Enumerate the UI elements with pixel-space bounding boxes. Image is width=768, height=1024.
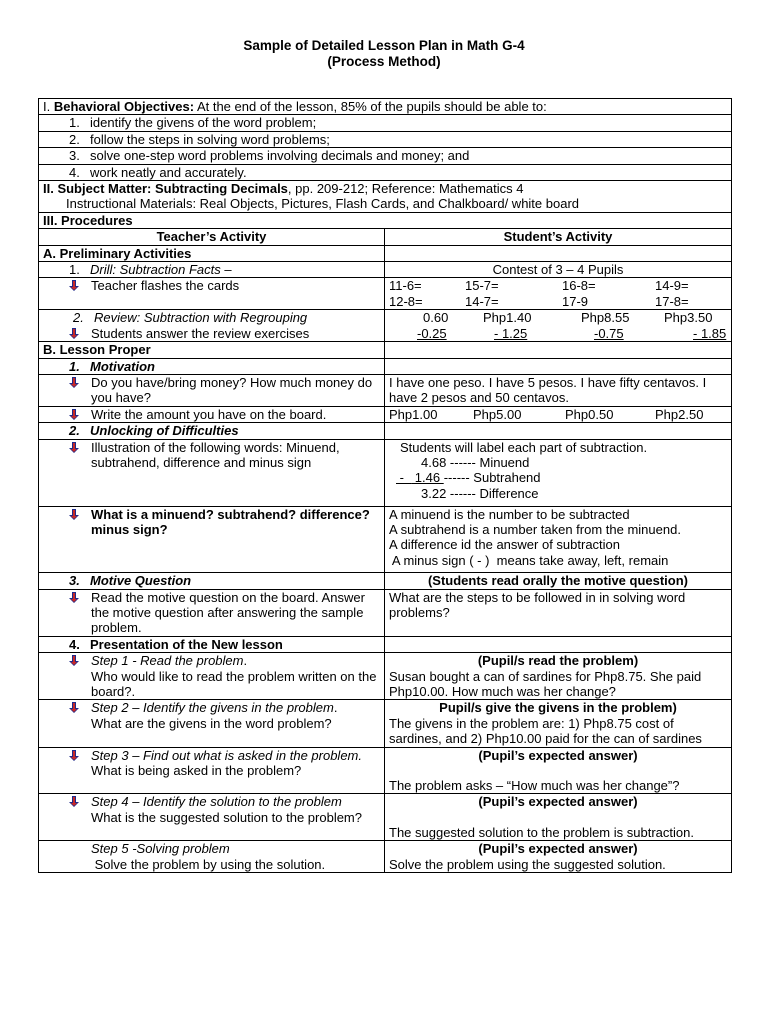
- objective-number: 2.: [69, 131, 80, 147]
- step1-student-header: (Pupil/s read the problem): [477, 653, 639, 669]
- difference-line: 3.22 ------ Difference: [421, 485, 539, 501]
- empty-cell: [385, 245, 732, 261]
- review-number: 2.: [73, 310, 84, 326]
- objective-item: [39, 164, 732, 180]
- step5-question: Solve the problem by using the solution.: [91, 856, 326, 872]
- review-row: [39, 310, 732, 342]
- review-value: - 1.25: [494, 325, 528, 341]
- step2-question: What are the givens in the word problem?: [91, 715, 332, 731]
- review-label: Review: Subtraction with Regrouping: [94, 310, 308, 326]
- objective-text: follow the steps in solving word problems;: [90, 131, 330, 147]
- flash-text: Teacher flashes the cards: [91, 278, 240, 294]
- step5-cell: [39, 841, 385, 873]
- empty-cell: [385, 358, 732, 374]
- review-value-wrap: [389, 326, 481, 341]
- step2-student-header: Pupil/s give the givens in the problem): [439, 700, 677, 716]
- document-title: Sample of Detailed Lesson Plan in Math G-4: [243, 38, 525, 53]
- review-top-row: [389, 310, 727, 325]
- review-value: 0.60: [423, 310, 449, 326]
- arrow-bullet-icon: [68, 655, 80, 667]
- write-amount-text: Write the amount you have on the board.: [91, 406, 327, 422]
- step5-title: Step 5 -Solving problem: [91, 841, 230, 857]
- objective-number: 1.: [69, 115, 80, 131]
- step3-question: What is being asked in the problem?: [91, 763, 302, 779]
- step4-row: [39, 794, 732, 841]
- definition: A minuend is the number to be subtracted: [389, 506, 630, 522]
- prelim-row: [39, 245, 732, 261]
- lesson-proper-row: [39, 342, 732, 358]
- fact: 11-6=: [389, 278, 422, 294]
- amounts-row: [389, 407, 727, 422]
- subject-label: II. Subject Matter:: [43, 181, 152, 197]
- motive-label: Motive Question: [90, 573, 192, 589]
- review-value-wrap: [481, 326, 594, 341]
- amounts-cell: [385, 406, 732, 422]
- subject-row: [39, 181, 732, 197]
- empty-cell: [385, 636, 732, 652]
- objective-text: solve one-step word problems involving decimals and money; and: [90, 148, 470, 164]
- step4-question: What is the suggested solution to the problem?: [91, 809, 362, 825]
- presentation-label: Presentation of the New lesson: [90, 636, 283, 652]
- step3-answer: The problem asks – “How much was her change”?: [389, 778, 680, 794]
- motive-task: Read the motive question on the board. Answer the motive question after answering the sample problem.: [91, 589, 365, 636]
- review-value: Php3.50: [664, 310, 713, 326]
- objectives-label: Behavioral Objectives:: [53, 99, 195, 114]
- review-value: Php1.40: [483, 310, 532, 326]
- definitions-question-cell: [39, 506, 385, 573]
- arrow-bullet-icon: [68, 509, 80, 521]
- definitions-row: [39, 506, 732, 573]
- arrow-bullet-icon: [68, 442, 80, 454]
- subject-matter: [39, 181, 732, 197]
- teacher-activity-header: Teacher’s Activity: [39, 229, 385, 245]
- step3-title: Step 3 – Find out what is asked in the problem: [91, 747, 359, 763]
- motivation-number: 1.: [69, 358, 80, 374]
- flash-row: [39, 278, 732, 310]
- arrow-bullet-icon: [68, 702, 80, 714]
- step4-student-header: (Pupil’s expected answer): [478, 794, 638, 810]
- money-question: Do you have/bring money? How much money do you have?: [91, 374, 373, 406]
- money-question-cell: [39, 374, 385, 406]
- amount: Php1.00: [389, 406, 438, 422]
- step5-student: [385, 841, 732, 873]
- arrow-bullet-icon: [68, 328, 80, 340]
- presentation-number: 4.: [69, 636, 80, 652]
- motive-question-row: [39, 573, 732, 589]
- illustration-cell: [39, 439, 385, 506]
- objective-item: [39, 148, 732, 164]
- minus-sign: -: [396, 470, 412, 486]
- label-parts-text: Students will label each part of subtraction.: [400, 439, 648, 455]
- review-value: - 1.85: [693, 325, 727, 341]
- definition: A minus sign ( - ) means take away, left, remain: [389, 552, 669, 568]
- objective-item: [39, 115, 732, 131]
- arrow-bullet-icon: [68, 280, 80, 292]
- step5-student-header: (Pupil’s expected answer): [478, 841, 638, 857]
- step3-row: [39, 747, 732, 794]
- fact: 16-8=: [562, 278, 596, 294]
- objectives-roman: I.: [43, 99, 51, 114]
- step1-title: Step 1 - Read the problem: [91, 653, 244, 669]
- illustration-row: [39, 439, 732, 506]
- step2-student: [385, 700, 732, 747]
- motivation-cell: [39, 358, 385, 374]
- objective-item-row: [39, 164, 732, 180]
- definition: A difference id the answer of subtraction: [389, 537, 621, 553]
- fact: 15-7=: [465, 278, 499, 294]
- subtrahend-label: ------ Subtrahend: [443, 470, 541, 486]
- objective-text: identify the givens of the word problem;: [90, 115, 317, 131]
- motive-question-cell: [39, 573, 385, 589]
- subtraction-parts: [385, 439, 732, 506]
- step4-student: [385, 794, 732, 841]
- motive-task-cell: [39, 589, 385, 636]
- arrow-bullet-icon: [68, 796, 80, 808]
- fact: 17-8=: [655, 293, 689, 309]
- materials-row: [39, 196, 732, 212]
- motive-task-row: [39, 589, 732, 636]
- step4-answer: The suggested solution to the problem is subtraction.: [389, 824, 694, 840]
- step1-cell: [39, 653, 385, 700]
- student-activity-header: Student’s Activity: [385, 229, 732, 245]
- minuend-line: 4.68 ------ Minuend: [421, 454, 530, 470]
- motivation-label: Motivation: [90, 358, 155, 374]
- objective-item-row: [39, 131, 732, 147]
- arrow-bullet-icon: [68, 409, 80, 421]
- definition: A subtrahend is a number taken from the minuend.: [389, 521, 681, 537]
- flash-cell: [39, 278, 385, 310]
- review-value-wrap: [680, 326, 726, 341]
- objective-item-row: [39, 115, 732, 131]
- facts-row: [389, 294, 727, 309]
- money-answer: I have one peso. I have 5 pesos. I have fifty centavos. I have 2 pesos and 50 centavos.: [385, 374, 732, 406]
- fact: 14-9=: [655, 278, 689, 294]
- review-bottom-row: [389, 326, 727, 341]
- definitions-answers: [385, 506, 732, 573]
- step3-student-header: (Pupil’s expected answer): [478, 747, 638, 763]
- step2-title: Step 2 – Identify the givens in the problem: [91, 700, 334, 716]
- unlocking-row: [39, 423, 732, 439]
- drill-label: Drill: Subtraction Facts –: [90, 262, 232, 278]
- fact: 14-7=: [465, 293, 499, 309]
- motive-student: (Students read orally the motive question): [385, 573, 732, 589]
- step3-student: [385, 747, 732, 794]
- step2-row: [39, 700, 732, 747]
- write-amount-row: [39, 406, 732, 422]
- review-task-text: Students answer the review exercises: [91, 325, 310, 341]
- document-subtitle: (Process Method): [327, 54, 441, 69]
- drill-cell: [39, 262, 385, 278]
- arrow-bullet-icon: [68, 377, 80, 389]
- objectives-row: [39, 99, 732, 115]
- preliminary-activities-label: A. Preliminary Activities: [39, 245, 385, 261]
- step2-label: Step 2 – Identify the givens in the problem.: [91, 700, 338, 716]
- review-value: -0.25: [417, 325, 447, 341]
- facts-row: [389, 278, 727, 293]
- drill-row: [39, 262, 732, 278]
- step3-label: Step 3 – Find out what is asked in the problem.: [91, 747, 363, 763]
- drill-number: 1.: [69, 262, 80, 278]
- review-exercises: [385, 310, 732, 342]
- step2-answer: The givens in the problem are: 1) Php8.75 cost of sardines, and 2) Php10.00 paid for the can of sardines: [389, 715, 702, 747]
- unlocking-label: Unlocking of Difficulties: [90, 423, 239, 439]
- review-value: -0.75: [594, 325, 624, 341]
- instructional-materials: Instructional Materials: Real Objects, Pictures, Flash Cards, and Chalkboard/ white board: [39, 196, 732, 212]
- empty-cell: [385, 342, 732, 358]
- step1-student: [385, 653, 732, 700]
- amount: Php5.00: [473, 406, 522, 422]
- motive-number: 3.: [69, 573, 80, 589]
- write-amount-cell: [39, 406, 385, 422]
- illustration-text: Illustration of the following words: Minuend, subtrahend, difference and minus sign: [91, 439, 340, 470]
- subtrahend-value: 1.46: [411, 470, 444, 486]
- step3-cell: [39, 747, 385, 794]
- subject-topic: Subtracting Decimals: [154, 181, 288, 197]
- step5-row: [39, 841, 732, 873]
- step1-question: Who would like to read the problem written on the board?.: [91, 668, 377, 699]
- lesson-proper-label: B. Lesson Proper: [39, 342, 385, 358]
- review-task: [43, 326, 380, 341]
- motivation-row: [39, 358, 732, 374]
- arrow-bullet-icon: [68, 750, 80, 762]
- drill-student: Contest of 3 – 4 Pupils: [385, 262, 732, 278]
- lesson-plan-table: [38, 98, 732, 873]
- subtrahend-line: [389, 470, 727, 485]
- unlocking-number: 2.: [69, 423, 80, 439]
- step1-answer: Susan bought a can of sardines for Php8.75. She paid Php10.00. How much was her change?: [389, 668, 702, 699]
- amount: Php0.50: [565, 406, 614, 422]
- step1-label: Step 1 - Read the problem.: [91, 653, 248, 669]
- objectives-header: [39, 99, 732, 115]
- unlocking-cell: [39, 423, 385, 439]
- empty-cell: [385, 423, 732, 439]
- objectives-intro: At the end of the lesson, 85% of the pupils should be able to:: [196, 99, 547, 114]
- review-value: Php8.55: [581, 310, 630, 326]
- fact: 12-8=: [389, 293, 423, 309]
- motive-question-text: What are the steps to be followed in in solving word problems?: [385, 589, 732, 636]
- money-row: [39, 374, 732, 406]
- fact: 17-9: [562, 293, 589, 309]
- procedures-row: [39, 212, 732, 228]
- step5-answer: Solve the problem using the suggested solution.: [389, 856, 666, 872]
- amount: Php2.50: [655, 406, 704, 422]
- arrow-bullet-icon: [68, 592, 80, 604]
- objective-item-row: [39, 148, 732, 164]
- column-headers-row: [39, 229, 732, 245]
- definitions-question: What is a minuend? subtrahend? difference? minus sign?: [91, 506, 370, 537]
- subject-reference: , pp. 209-212; Reference: Mathematics 4: [287, 181, 524, 197]
- presentation-cell: [39, 636, 385, 652]
- objective-text: work neatly and accurately.: [90, 164, 247, 180]
- review-cell: [39, 310, 385, 342]
- facts-cell: [385, 278, 732, 310]
- objective-item: [39, 131, 732, 147]
- presentation-row: [39, 636, 732, 652]
- review-value-wrap: [594, 326, 680, 341]
- objective-number: 4.: [69, 164, 80, 180]
- objective-number: 3.: [69, 148, 80, 164]
- step2-cell: [39, 700, 385, 747]
- step4-title: Step 4 – Identify the solution to the problem: [91, 794, 342, 810]
- step4-cell: [39, 794, 385, 841]
- review-title: [43, 310, 380, 325]
- procedures-label: III. Procedures: [39, 212, 732, 228]
- step1-row: [39, 653, 732, 700]
